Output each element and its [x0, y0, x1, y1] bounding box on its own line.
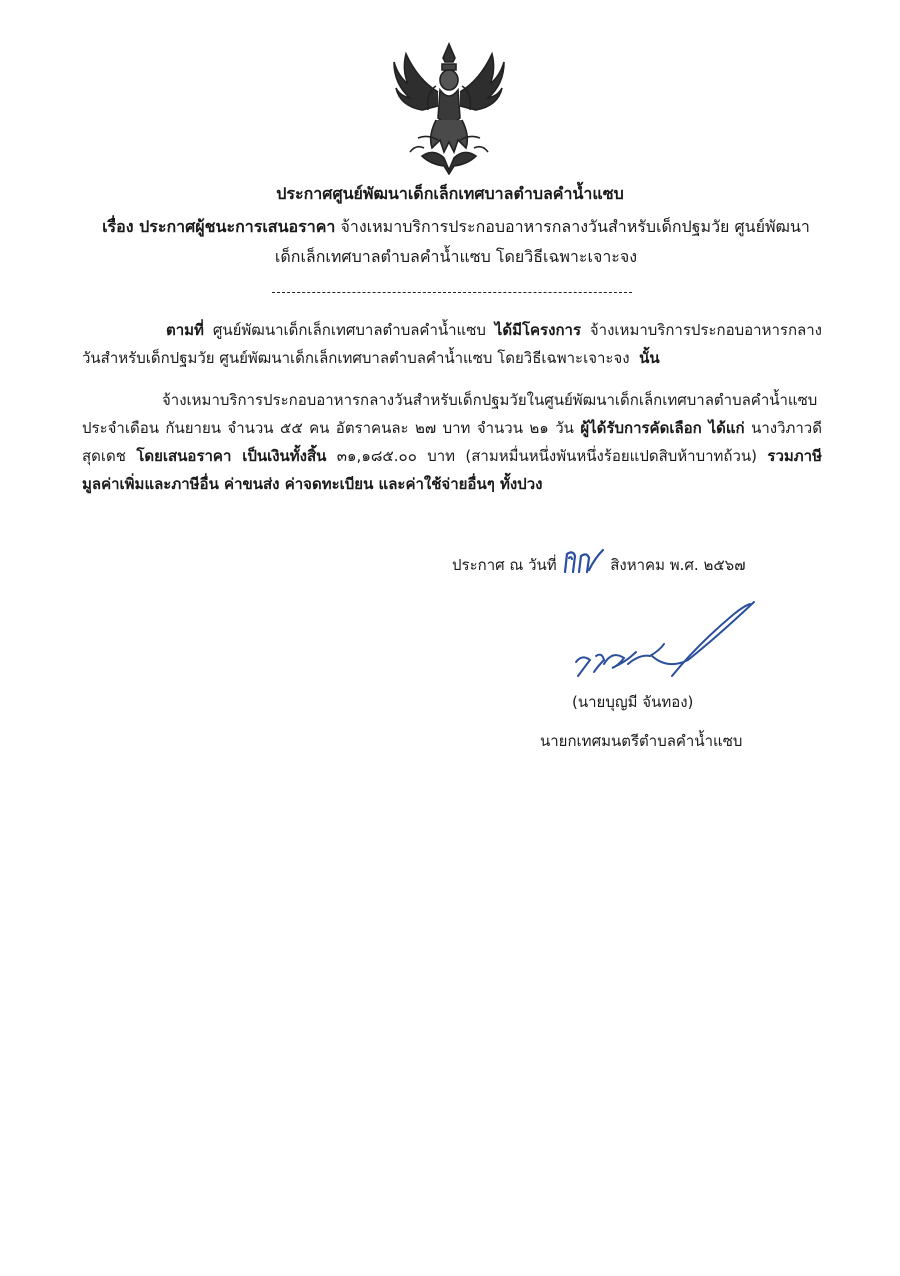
- paragraph-2: [82, 386, 822, 498]
- separator-line: [272, 292, 632, 293]
- announcement-subject: [96, 212, 816, 272]
- announcement-date: [452, 548, 745, 579]
- paragraph-1: [82, 316, 822, 372]
- subject-text: จ้างเหมาบริการประกอบอาหารกลางวันสำหรับเด็กปฐมวัย ศูนย์พัฒนาเด็กเล็กเทศบาลตำบลคำน้ำแซบ โดยวิธีเฉพาะเจาะจง: [274, 217, 810, 266]
- handwritten-day-mark: [561, 548, 605, 576]
- p2-price-label: โดยเสนอราคา เป็นเงินทั้งสิ้น: [136, 447, 327, 465]
- p1-lead: ตามที่: [166, 321, 204, 339]
- subject-label: เรื่อง ประกาศผู้ชนะการเสนอราคา: [102, 217, 336, 236]
- signer-name: (นายบุญมี จันทอง): [572, 693, 694, 711]
- date-prefix: ประกาศ ณ วันที่: [452, 556, 557, 574]
- p1-end: นั้น: [639, 349, 660, 367]
- garuda-emblem-icon: [388, 40, 510, 175]
- announcement-title: ประกาศศูนย์พัฒนาเด็กเล็กเทศบาลตำบลคำน้ำแซบ: [276, 184, 624, 203]
- p2-winner-name: นางวิภาวดี สุดเดช: [82, 419, 822, 465]
- p1-bold: ได้มีโครงการ: [494, 321, 582, 339]
- p2-text-a: จ้างเหมาบริการประกอบอาหารกลางวันสำหรับเด็กปฐมวัยในศูนย์พัฒนาเด็กเล็กเทศบาลตำบลคำน้ำแซบ ประจำเดือน กันยายน จำนวน ๕๕ คน อัตราคนละ ๒๗ บาท จำนวน ๒๑ วัน: [82, 391, 818, 437]
- p2-winner-label: ผู้ได้รับการคัดเลือก ได้แก่: [580, 419, 745, 437]
- p1-text-b: จ้างเหมาบริการประกอบอาหารกลางวันสำหรับเด็กปฐมวัย ศูนย์พัฒนาเด็กเล็กเทศบาลตำบลคำน้ำแซบ โดยวิธีเฉพาะเจาะจง: [82, 321, 822, 367]
- p2-tax-note: รวมภาษีมูลค่าเพิ่มและภาษีอื่น ค่าขนส่ง ค่าจดทะเบียน และค่าใช้จ่ายอื่นๆ ทั้งปวง: [82, 447, 822, 493]
- signature-mark: [568, 596, 758, 686]
- date-suffix: สิงหาคม พ.ศ. ๒๕๖๗: [610, 556, 746, 574]
- signer-position: นายกเทศมนตรีตำบลคำน้ำแซบ: [540, 732, 743, 750]
- p1-text-a: ศูนย์พัฒนาเด็กเล็กเทศบาลตำบลคำน้ำแซบ: [212, 321, 486, 339]
- p2-price-amount: ๓๑,๑๘๕.๐๐ บาท (สามหมื่นหนึ่งพันหนึ่งร้อยแปดสิบห้าบาทถ้วน): [336, 447, 758, 465]
